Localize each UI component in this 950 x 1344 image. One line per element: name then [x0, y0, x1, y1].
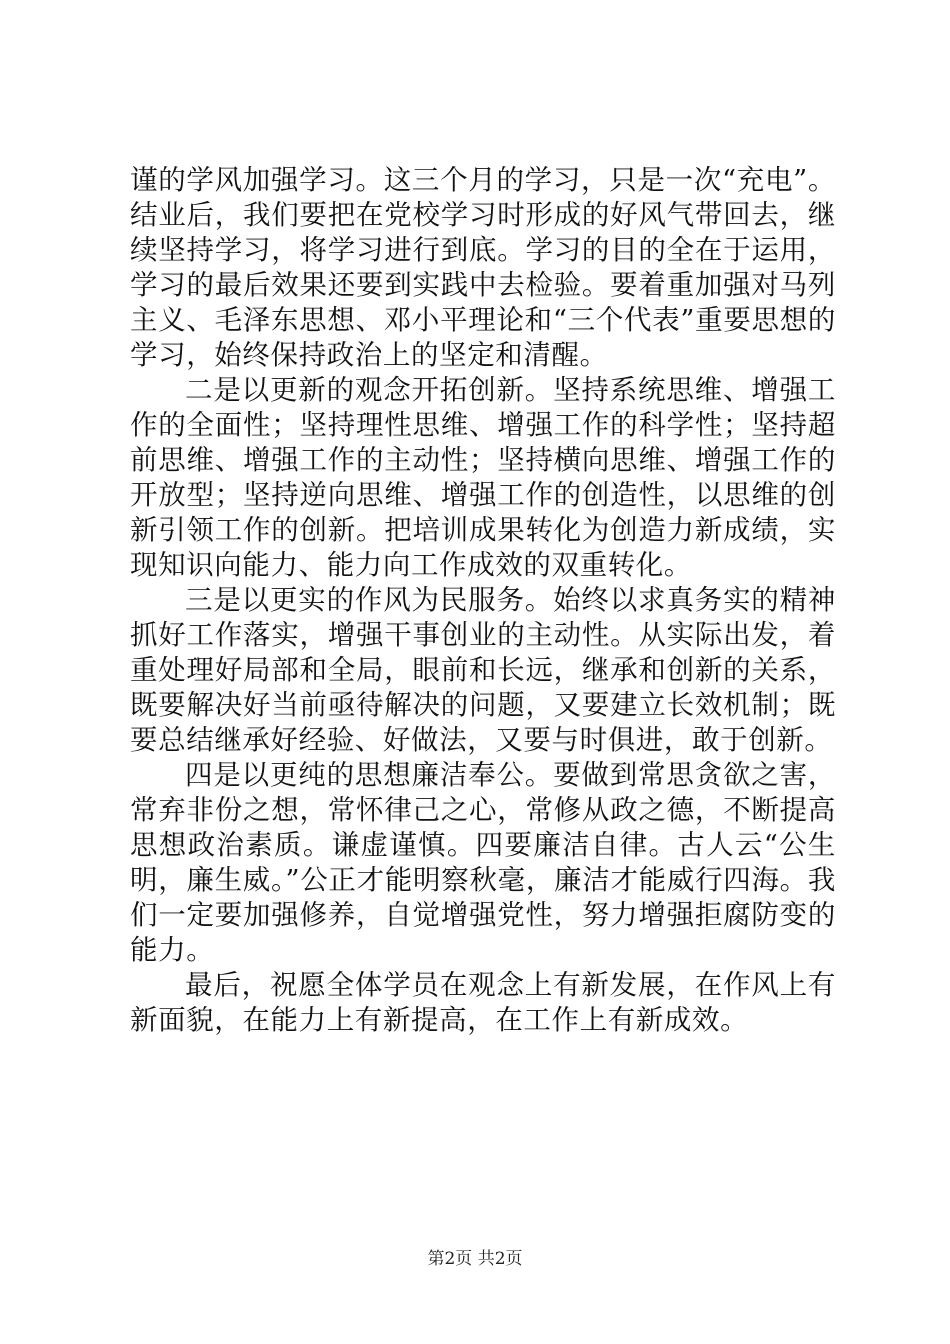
paragraph-point-two: 二是以更新的观念开拓创新。坚持系统思维、增强工作的全面性；坚持理性思维、增强工作的科学性；坚持超前思维、增强工作的主动性；坚持横向思维、增强工作的开放型；坚持逆向思维、增强工作的创造性，以思维的创新引领工作的创新。把培训成果转化为创造力新成绩，实现知识向能力、能力向工作成效的双重转化。 [130, 374, 836, 581]
paragraph-closing: 最后，祝愿全体学员在观念上有新发展，在作风上有新面貌，在能力上有新提高，在工作上有新成效。 [130, 969, 836, 1036]
page-footer: 第2页 共2页 [427, 1249, 523, 1269]
paragraph-continued: 谨的学风加强学习。这三个月的学习，只是一次“充电”。结业后，我们要把在党校学习时形成的好风气带回去，继续坚持学习，将学习进行到底。学习的目的全在于运用，学习的最后效果还要到实践中去检验。要着重加强对马列主义、毛泽东思想、邓小平理论和“三个代表”重要思想的学习，始终保持政治上的坚定和清醒。 [130, 164, 836, 371]
paragraph-point-three: 三是以更实的作风为民服务。始终以求真务实的精神抓好工作落实，增强干事创业的主动性。从实际出发，着重处理好局部和全局，眼前和长远，继承和创新的关系，既要解决好当前亟待解决的问题，又要建立长效机制；既要总结继承好经验、好做法，又要与时俱进，敢于创新。 [130, 584, 836, 756]
paragraph-point-four: 四是以更纯的思想廉洁奉公。要做到常思贪欲之害，常弃非份之想，常怀律己之心，常修从政之德，不断提高思想政治素质。谦虚谨慎。四要廉洁自律。古人云“公生明，廉生威。”公正才能明察秋毫，廉洁才能威行四海。我们一定要加强修养，自觉增强党性，努力增强拒腐防变的能力。 [130, 759, 836, 966]
body-text [130, 163, 836, 1038]
